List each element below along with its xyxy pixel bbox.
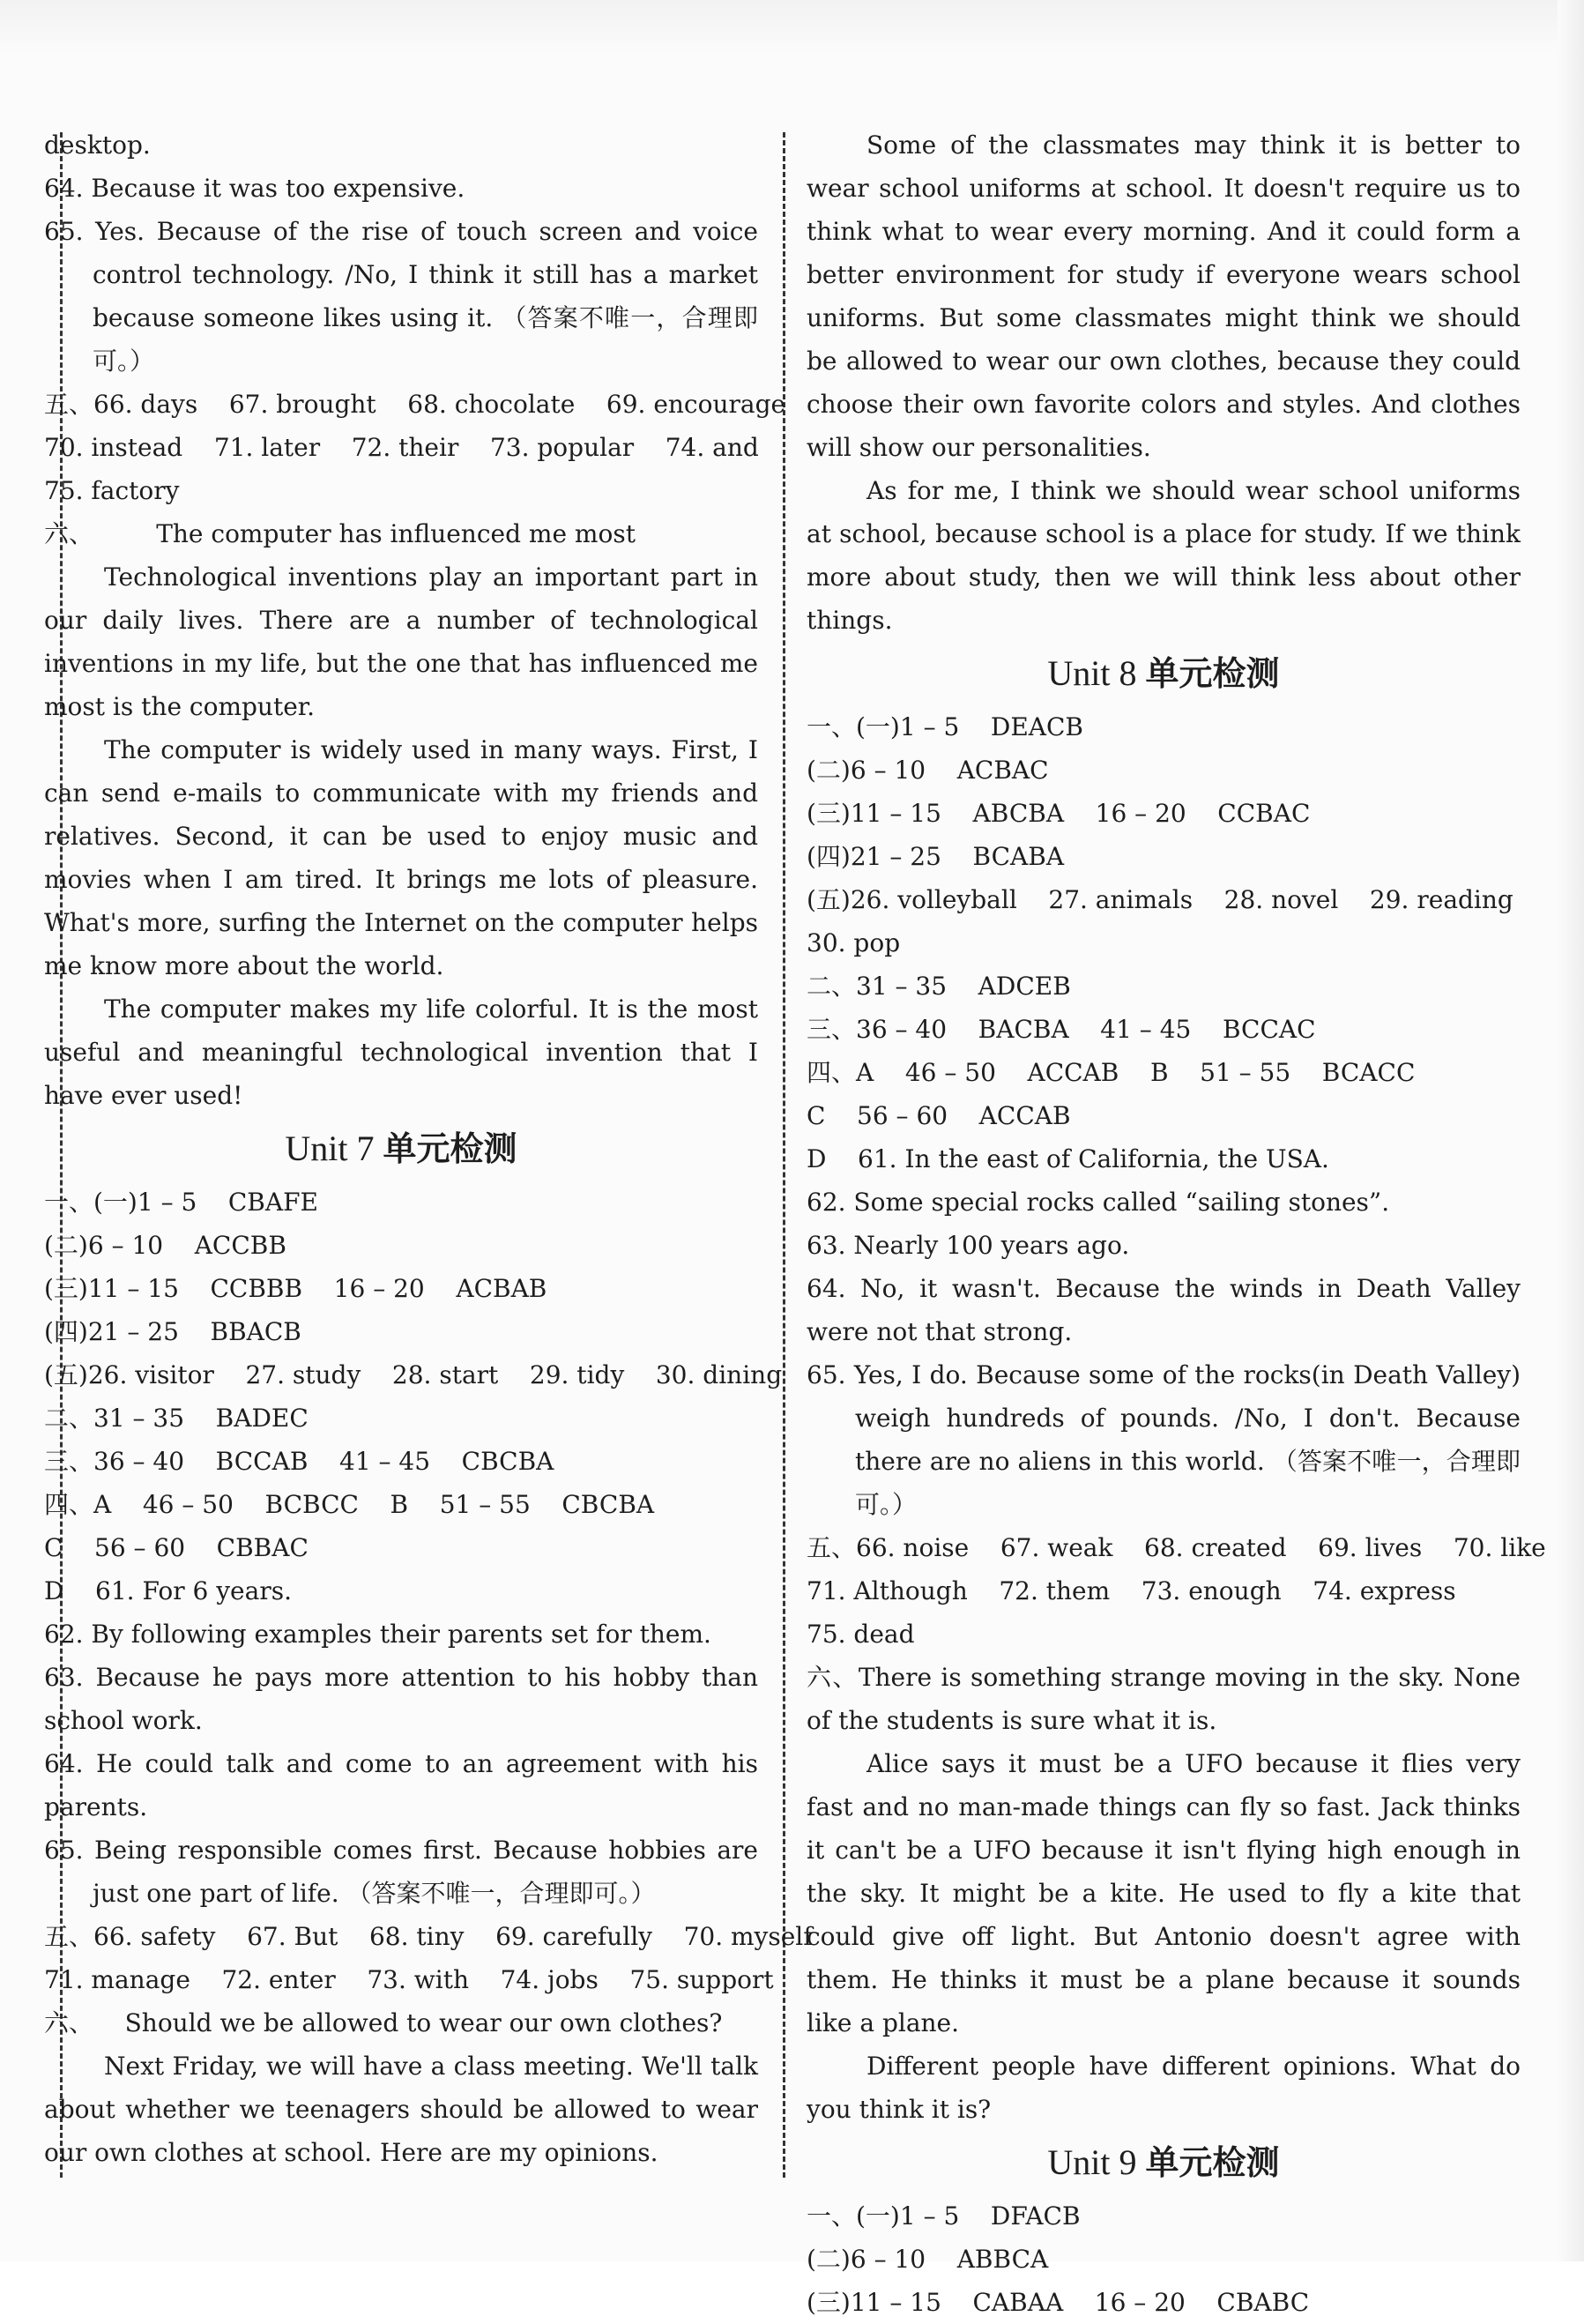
answer-paragraph: 65. Yes. Because of the rise of touch screen and voice control technology. /No, I think it still has a market because someone likes using it. （答案不唯一，合理即可。）	[44, 217, 758, 376]
answer-line: 六、 Should we be allowed to wear our own clothes?	[44, 2008, 723, 2037]
answer-paragraph: 62. By following examples their parents set for them.	[44, 1620, 711, 1649]
answer-line: (三)11 – 15 CABAA 16 – 20 CBABC	[807, 2288, 1310, 2317]
answer-line: 71. manage 72. enter 73. with 74. jobs 75. support	[44, 1965, 774, 1994]
unit-heading	[807, 2134, 1521, 2191]
unit-heading-title: 单元检测	[1145, 2143, 1280, 2182]
answer-line: 三、36 – 40 BCCAB 41 – 45 CBCBA	[44, 1447, 554, 1476]
answer-line: 75. factory	[44, 476, 180, 505]
answer-line: (三)11 – 15 CCBBB 16 – 20 ACBAB	[44, 1274, 547, 1303]
unit-heading-label: Unit 7	[285, 1128, 383, 1168]
answer-line: 五、66. days 67. brought 68. chocolate 69. encourage	[44, 390, 786, 419]
answer-line: D 61. In the east of California, the USA.	[807, 1144, 1329, 1173]
answer-line: 70. instead 71. later 72. their 73. popular 74. and	[44, 433, 759, 462]
answer-paragraph: 63. Nearly 100 years ago.	[807, 1231, 1130, 1260]
answer-paragraph: 64. Because it was too expensive.	[44, 174, 465, 203]
answer-line: (二)6 – 10 ABBCA	[807, 2245, 1049, 2274]
scan-right-edge	[1558, 0, 1584, 2261]
answer-paragraph: 62. Some special rocks called “sailing stones”.	[807, 1188, 1390, 1217]
answer-line: 六、 The computer has influenced me most	[44, 519, 636, 548]
answer-paragraph: 63. Because he pays more attention to his hobby than school work.	[44, 1663, 758, 1735]
essay-paragraph: Different people have different opinions. What do you think it is?	[807, 2052, 1521, 2124]
column-divider	[783, 132, 785, 2178]
answer-line: 一、(一)1 – 5 DEACB	[807, 712, 1083, 741]
unit-heading-label: Unit 9	[1047, 2142, 1146, 2182]
answer-paragraph: 64. He could talk and come to an agreement with his parents.	[44, 1749, 758, 1821]
answer-line: (四)21 – 25 BBACB	[44, 1317, 301, 1346]
answer-line: 30. pop	[807, 928, 901, 957]
answer-line: 四、A 46 – 50 ACCAB B 51 – 55 BCACC	[807, 1058, 1416, 1087]
left-column	[44, 123, 813, 2174]
essay-paragraph: Alice says it must be a UFO because it flies very fast and no man-made things can fly so fast. Jack thinks it can't be a UFO because it isn't flying high enough in the sky. It might be a kite. He used to fly a kite that could give off light. But Antonio doesn't agree with them. He thinks it must be a plane because it sounds like a plane.	[807, 1749, 1521, 2037]
unit-heading-title: 单元检测	[1145, 654, 1280, 693]
essay-paragraph: Some of the classmates may think it is better to wear school uniforms at school. It doesn't require us to think what to wear every morning. And it could form a better environment for study if everyone wears school uniforms. But some classmates might think we should be allowed to wear our own clothes, because they could choose their own favorite colors and styles. And clothes will show our personalities.	[807, 130, 1521, 462]
scan-top-band	[0, 0, 1584, 53]
answer-line: 五、66. noise 67. weak 68. created 69. lives 70. like	[807, 1533, 1546, 1562]
answer-paragraph: 65. Yes, I do. Because some of the rocks(in Death Valley) weigh hundreds of pounds. /No, I don't. Because there are no aliens in this world. （答案不唯一，合理即可。）	[807, 1360, 1521, 1519]
essay-paragraph: Next Friday, we will have a class meeting. We'll talk about whether we teenagers should be allowed to wear our own clothes at school. Here are my opinions.	[44, 2052, 758, 2167]
answer-paragraph: desktop.	[44, 130, 151, 160]
answer-line: (五)26. visitor 27. study 28. start 29. tidy 30. dining	[44, 1360, 783, 1389]
essay-paragraph: The computer makes my life colorful. It is the most useful and meaningful technological invention that I have ever used!	[44, 994, 758, 1110]
essay-paragraph: The computer is widely used in many ways. First, I can send e-mails to communicate with my friends and relatives. Second, it can be used to enjoy music and movies when I am tired. It brings me lots of pleasure. What's more, surfing the Internet on the computer helps me know more about the world.	[44, 735, 758, 980]
answer-line: D 61. For 6 years.	[44, 1576, 292, 1605]
answer-line: C 56 – 60 CBBAC	[44, 1533, 309, 1562]
answer-line: 二、31 – 35 BADEC	[44, 1404, 309, 1433]
answer-line: (四)21 – 25 BCABA	[807, 842, 1065, 871]
answer-line: (二)6 – 10 ACCBB	[44, 1231, 286, 1260]
answer-line: 75. dead	[807, 1620, 915, 1649]
unit-heading-title: 单元检测	[383, 1129, 517, 1168]
unit-heading	[44, 1121, 758, 1177]
essay-paragraph: Technological inventions play an important part in our daily lives. There are a number of technological inventions in my life, but the one that has influenced me most is the computer.	[44, 562, 758, 721]
right-column	[807, 123, 1546, 2324]
answer-line: 四、A 46 – 50 BCBCC B 51 – 55 CBCBA	[44, 1490, 655, 1519]
unit-heading	[807, 645, 1521, 702]
answer-paragraph: 六、There is something strange moving in the sky. None of the students is sure what it is.	[807, 1663, 1521, 1735]
unit-heading-label: Unit 8	[1047, 653, 1146, 693]
answer-line: 二、31 – 35 ADCEB	[807, 972, 1071, 1001]
answer-line: 一、(一)1 – 5 CBAFE	[44, 1188, 318, 1217]
answer-line: 三、36 – 40 BACBA 41 – 45 BCCAC	[807, 1015, 1316, 1044]
answer-line: C 56 – 60 ACCAB	[807, 1101, 1071, 1130]
answer-paragraph: 64. No, it wasn't. Because the winds in Death Valley were not that strong.	[807, 1274, 1521, 1346]
answer-line: 一、(一)1 – 5 DFACB	[807, 2201, 1081, 2231]
answer-line: 五、66. safety 67. But 68. tiny 69. carefully 70. myself	[44, 1922, 813, 1951]
answer-paragraph: 65. Being responsible comes first. Because hobbies are just one part of life. （答案不唯一，合理即可。）	[44, 1836, 758, 1908]
answer-line: 71. Although 72. them 73. enough 74. express	[807, 1576, 1456, 1605]
answer-line: (五)26. volleyball 27. animals 28. novel 29. reading	[807, 885, 1513, 914]
answer-line: (三)11 – 15 ABCBA 16 – 20 CCBAC	[807, 799, 1311, 828]
answer-line: (二)6 – 10 ACBAC	[807, 756, 1049, 785]
essay-paragraph: As for me, I think we should wear school uniforms at school, because school is a place for study. If we think more about study, then we will think less about other things.	[807, 476, 1521, 635]
